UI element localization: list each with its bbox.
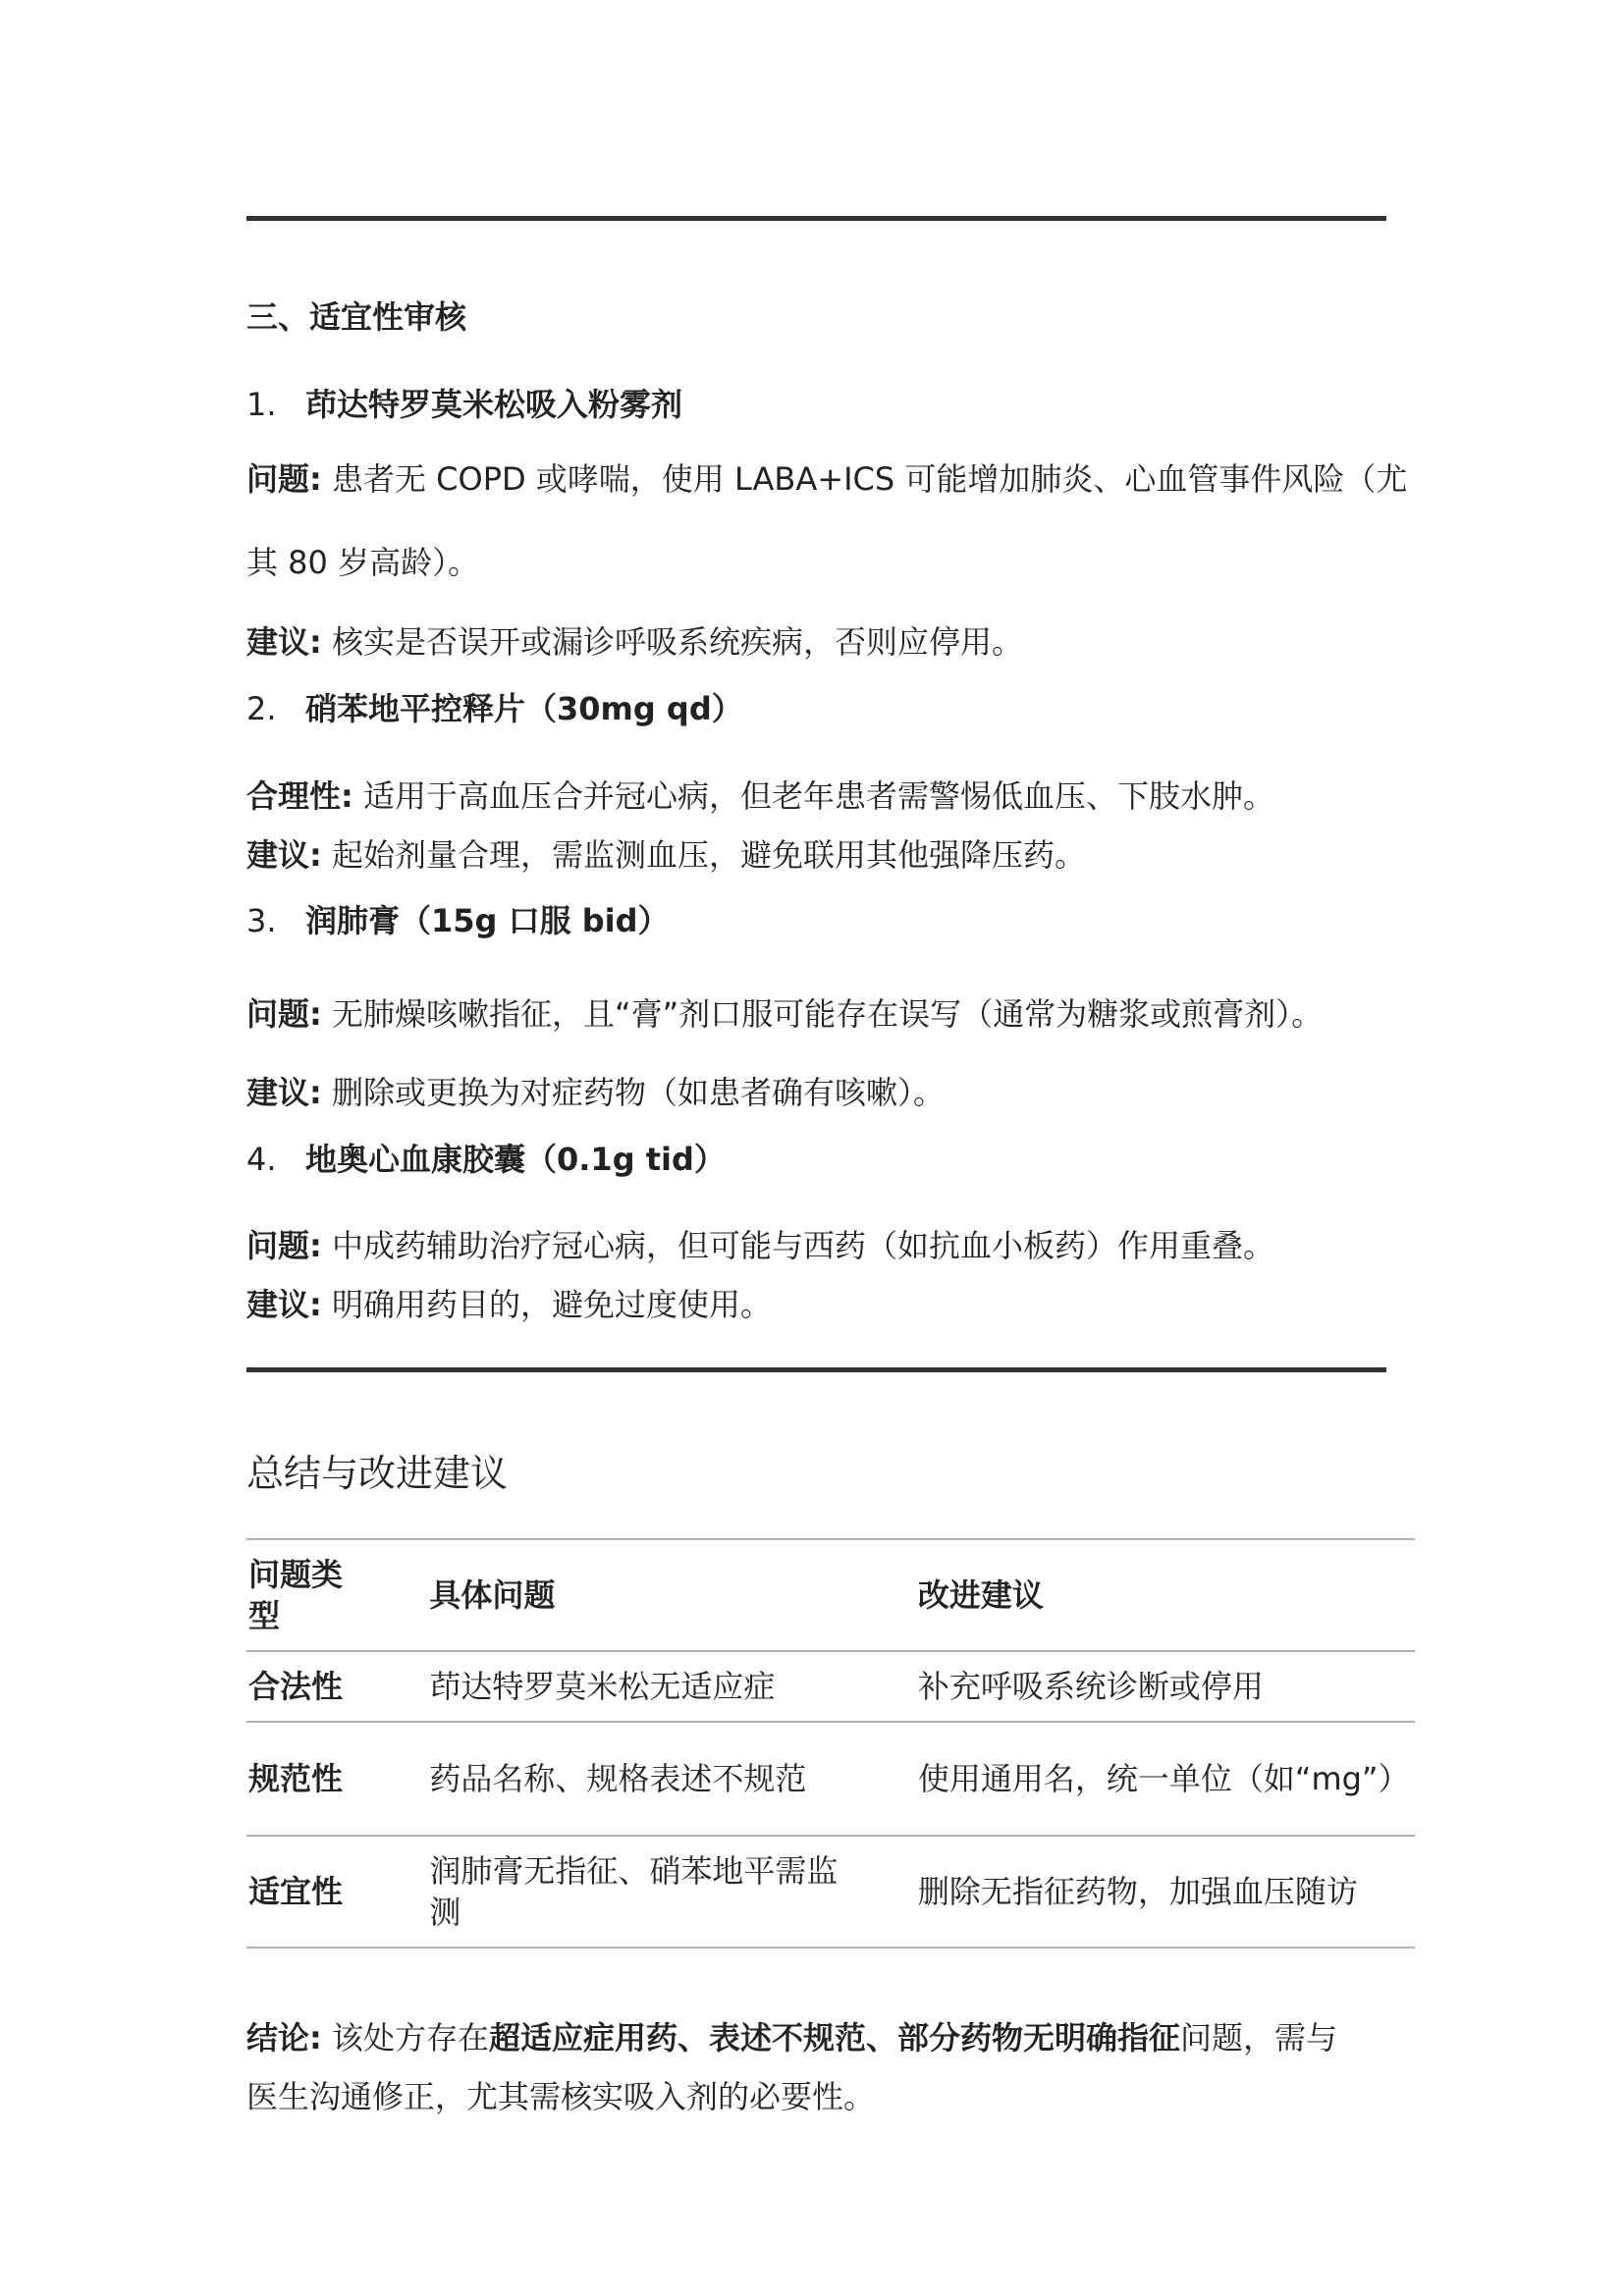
line-label: 建议: <box>246 1286 322 1323</box>
item-line <box>246 459 1407 499</box>
item-line <box>246 1073 945 1112</box>
table-row <box>246 1836 1415 1948</box>
conclusion-label: 结论: <box>246 2019 322 2056</box>
item-title <box>246 1140 726 1179</box>
item-line <box>246 543 479 582</box>
line-label: 建议: <box>246 1074 322 1111</box>
section-divider-top <box>246 216 1386 221</box>
item-title-text: 地奥心血康胶囊（0.1g tid） <box>305 1141 726 1178</box>
item-number: 4. <box>246 1141 277 1178</box>
table-cell: 药品名称、规格表述不规范 <box>427 1722 916 1836</box>
item-number: 1. <box>246 386 277 423</box>
item-number: 2. <box>246 690 277 727</box>
item-title-text: 硝苯地平控释片（30mg qd） <box>305 690 743 727</box>
item-line <box>246 776 1274 816</box>
conclusion-line <box>246 2018 1337 2057</box>
line-label: 问题: <box>246 995 322 1033</box>
item-title <box>246 385 682 424</box>
table-row <box>246 1722 1415 1836</box>
line-text: 中成药辅助治疗冠心病，但可能与西药（如抗血小板药）作用重叠。 <box>321 1227 1274 1264</box>
table-cell: 规范性 <box>246 1722 427 1836</box>
line-label: 建议: <box>246 623 322 661</box>
line-text: 删除或更换为对症药物（如患者确有咳嗽）。 <box>321 1074 945 1111</box>
line-text: 起始剂量合理，需监测血压，避免联用其他强降压药。 <box>321 836 1086 874</box>
item-line <box>246 835 1086 875</box>
table-cell: 删除无指征药物，加强血压随访 <box>916 1836 1415 1948</box>
item-title-text: 润肺膏（15g 口服 bid） <box>305 902 670 939</box>
item-number: 3. <box>246 902 277 939</box>
item-line <box>246 1226 1274 1265</box>
table-cell: 使用通用名，统一单位（如“mg”） <box>916 1722 1415 1836</box>
conclusion-text: 问题，需与 <box>1180 2019 1338 2056</box>
table-cell: 合法性 <box>246 1651 427 1722</box>
table-cell: 适宜性 <box>246 1836 427 1948</box>
line-label: 建议: <box>246 836 322 874</box>
item-line <box>246 994 1323 1034</box>
item-title-text: 茚达特罗莫米松吸入粉雾剂 <box>305 386 683 423</box>
line-text: 明确用药目的，避免过度使用。 <box>321 1286 772 1323</box>
conclusion-text: 该处方存在 <box>321 2019 489 2056</box>
item-title <box>246 689 743 728</box>
line-text: 其 80 岁高龄）。 <box>246 544 480 581</box>
line-text: 患者无 COPD 或哮喘，使用 LABA+ICS 可能增加肺炎、心血管事件风险（尤 <box>321 460 1408 498</box>
summary-table <box>246 1538 1415 1949</box>
item-line <box>246 1285 772 1324</box>
table-header-cell: 具体问题 <box>427 1539 916 1651</box>
line-label: 合理性: <box>246 777 353 815</box>
table-header-cell: 问题类型 <box>246 1539 427 1651</box>
conclusion-emphasis: 超适应症用药、表述不规范、部分药物无明确指征 <box>489 2019 1181 2056</box>
summary-heading: 总结与改进建议 <box>246 1452 509 1495</box>
line-label: 问题: <box>246 1227 322 1264</box>
item-line <box>246 622 1023 662</box>
line-text: 适用于高血压合并冠心病，但老年患者需警惕低血压、下肢水肿。 <box>352 777 1274 815</box>
section-divider-bottom <box>246 1367 1386 1372</box>
table-row <box>246 1651 1415 1722</box>
table-cell: 茚达特罗莫米松无适应症 <box>427 1651 916 1722</box>
conclusion-line <box>246 2077 875 2116</box>
table-cell: 润肺膏无指征、硝苯地平需监测 <box>427 1836 916 1948</box>
table-header-cell: 改进建议 <box>916 1539 1415 1651</box>
section-heading: 三、适宜性审核 <box>246 298 467 336</box>
line-text: 无肺燥咳嗽指征，且“膏”剂口服可能存在误写（通常为糖浆或煎膏剂）。 <box>321 995 1324 1033</box>
table-header-row <box>246 1539 1415 1651</box>
conclusion-text: 医生沟通修正，尤其需核实吸入剂的必要性。 <box>246 2078 876 2115</box>
table-cell: 补充呼吸系统诊断或停用 <box>916 1651 1415 1722</box>
line-label: 问题: <box>246 460 322 498</box>
item-title <box>246 901 670 940</box>
line-text: 核实是否误开或漏诊呼吸系统疾病，否则应停用。 <box>321 623 1023 661</box>
